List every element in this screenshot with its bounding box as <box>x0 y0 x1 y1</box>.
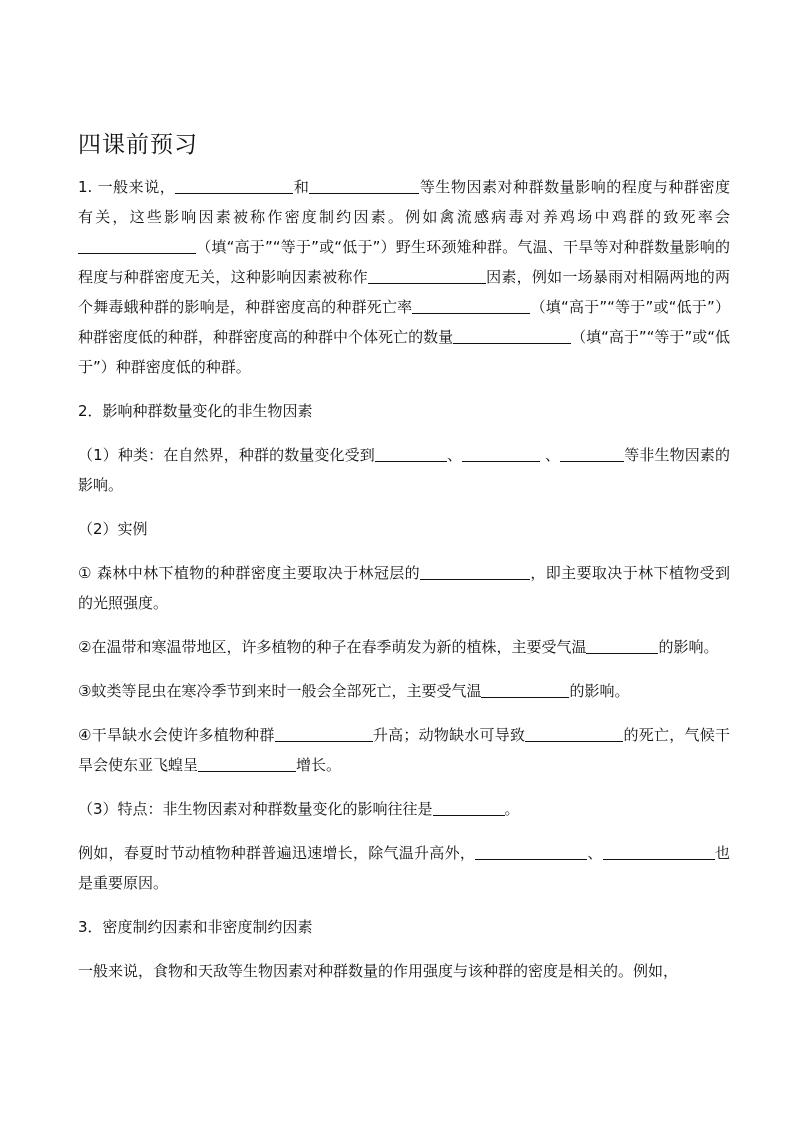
answer-blank-9[interactable] <box>560 443 624 462</box>
answer-blank-14[interactable] <box>525 723 623 742</box>
q1-text-2: 和 <box>293 178 310 196</box>
q2-example-paragraph <box>78 838 730 898</box>
answer-blank-3[interactable] <box>78 235 196 254</box>
q2-part-2: （2）实例 <box>78 520 148 538</box>
answer-blank-5[interactable] <box>412 295 530 314</box>
q2-p3-text-1: （3）特点：非生物因素对种群数量变化的影响往往是 <box>78 800 433 818</box>
q1-text-6: （填“高于”“等于”或“低于”）种群密度低的种群，种群密度高的种群中个体死亡的数量 <box>78 298 730 346</box>
q2-example-2 <box>78 632 730 662</box>
q1-text-4: （填“高于”“等于”或“低于”）野生环颈雉种群。气温、干旱等对种群数量影响的程度与种群密度无关，这种影响因素被称作 <box>78 238 730 286</box>
q1-text-1: 1. 一般来说， <box>78 178 176 196</box>
q2-e4-text-2: 升高；动物缺水可导致 <box>372 726 526 744</box>
q2-e4-text-3: 的死亡，气候干旱会使东亚飞蝗呈 <box>78 726 730 774</box>
q2-e4-text-1: ④干旱缺水会使许多植物种群 <box>78 726 275 744</box>
q2-p1-text-3: 、 <box>540 446 561 464</box>
q2-example-1 <box>78 558 730 618</box>
q2-p1-text-4: 等非生物因素的影响。 <box>78 446 730 494</box>
q3-paragraph: 一般来说，食物和天敌等生物因素对种群数量的作用强度与该种群的密度是相关的。例如， <box>78 962 679 980</box>
answer-blank-10[interactable] <box>420 561 530 580</box>
q2-part-1 <box>78 440 730 500</box>
q1-text-5: 因素，例如一场暴雨对相隔两地的两个舞毒蛾种群的影响是，种群密度高的种群死亡率 <box>78 268 730 316</box>
q2-example-4 <box>78 720 730 780</box>
q2-e1-text-1: ① 森林中林下植物的种群密度主要取决于林冠层的 <box>78 564 421 582</box>
q2-p1-text-2: 、 <box>446 446 463 464</box>
answer-blank-15[interactable] <box>198 753 296 772</box>
q2-e3-text-2: 的影响。 <box>569 682 630 700</box>
answer-blank-16[interactable] <box>433 797 505 816</box>
question-1 <box>78 172 730 382</box>
answer-blank-1[interactable] <box>175 175 293 194</box>
q2-e4-text-4: 增长。 <box>296 756 342 774</box>
q2-ex-text-1: 例如，春夏时节动植物种群普遍迅速增长，除气温升高外， <box>78 844 476 862</box>
answer-blank-17[interactable] <box>475 841 587 860</box>
q1-text-3: 等生物因素对种群数量影响的程度与种群密度有关，这些影响因素被称作密度制约因素。例如禽流感病毒对养鸡场中鸡群的致死率会 <box>78 178 730 226</box>
answer-blank-18[interactable] <box>603 841 715 860</box>
answer-blank-13[interactable] <box>275 723 373 742</box>
q2-e1-text-2: ，即主要取决于林下植物受到的光照强度。 <box>78 564 730 612</box>
answer-blank-6[interactable] <box>453 325 571 344</box>
q2-p3-text-2: 。 <box>504 800 520 818</box>
q1-text-7: （填“高于”“等于”或“低于”）种群密度低的种群。 <box>78 328 730 376</box>
q2-e3-text-1: ③蚊类等昆虫在寒冷季节到来时一般会全部死亡，主要受气温 <box>78 682 482 700</box>
question-2-title: 2．影响种群数量变化的非生物因素 <box>78 402 313 420</box>
q2-ex-text-2: 、 <box>587 844 603 862</box>
q2-part-3 <box>78 794 730 824</box>
section-heading: 四课前预习 <box>78 132 198 158</box>
q2-e2-text-2: 的影响。 <box>658 638 719 656</box>
q2-e2-text-1: ②在温带和寒温带地区，许多植物的种子在春季萌发为新的植株，主要受气温 <box>78 638 587 656</box>
answer-blank-4[interactable] <box>368 265 486 284</box>
answer-blank-7[interactable] <box>375 443 447 462</box>
question-3-title: 3．密度制约因素和非密度制约因素 <box>78 918 313 936</box>
answer-blank-8[interactable] <box>462 443 540 462</box>
q2-ex-text-3: 也是重要原因。 <box>78 844 730 892</box>
answer-blank-2[interactable] <box>309 175 419 194</box>
q2-p1-text-1: （1）种类：在自然界，种群的数量变化受到 <box>78 446 375 464</box>
q2-example-3 <box>78 676 730 706</box>
answer-blank-11[interactable] <box>586 635 658 654</box>
worksheet-page <box>78 128 730 1000</box>
answer-blank-12[interactable] <box>481 679 569 698</box>
